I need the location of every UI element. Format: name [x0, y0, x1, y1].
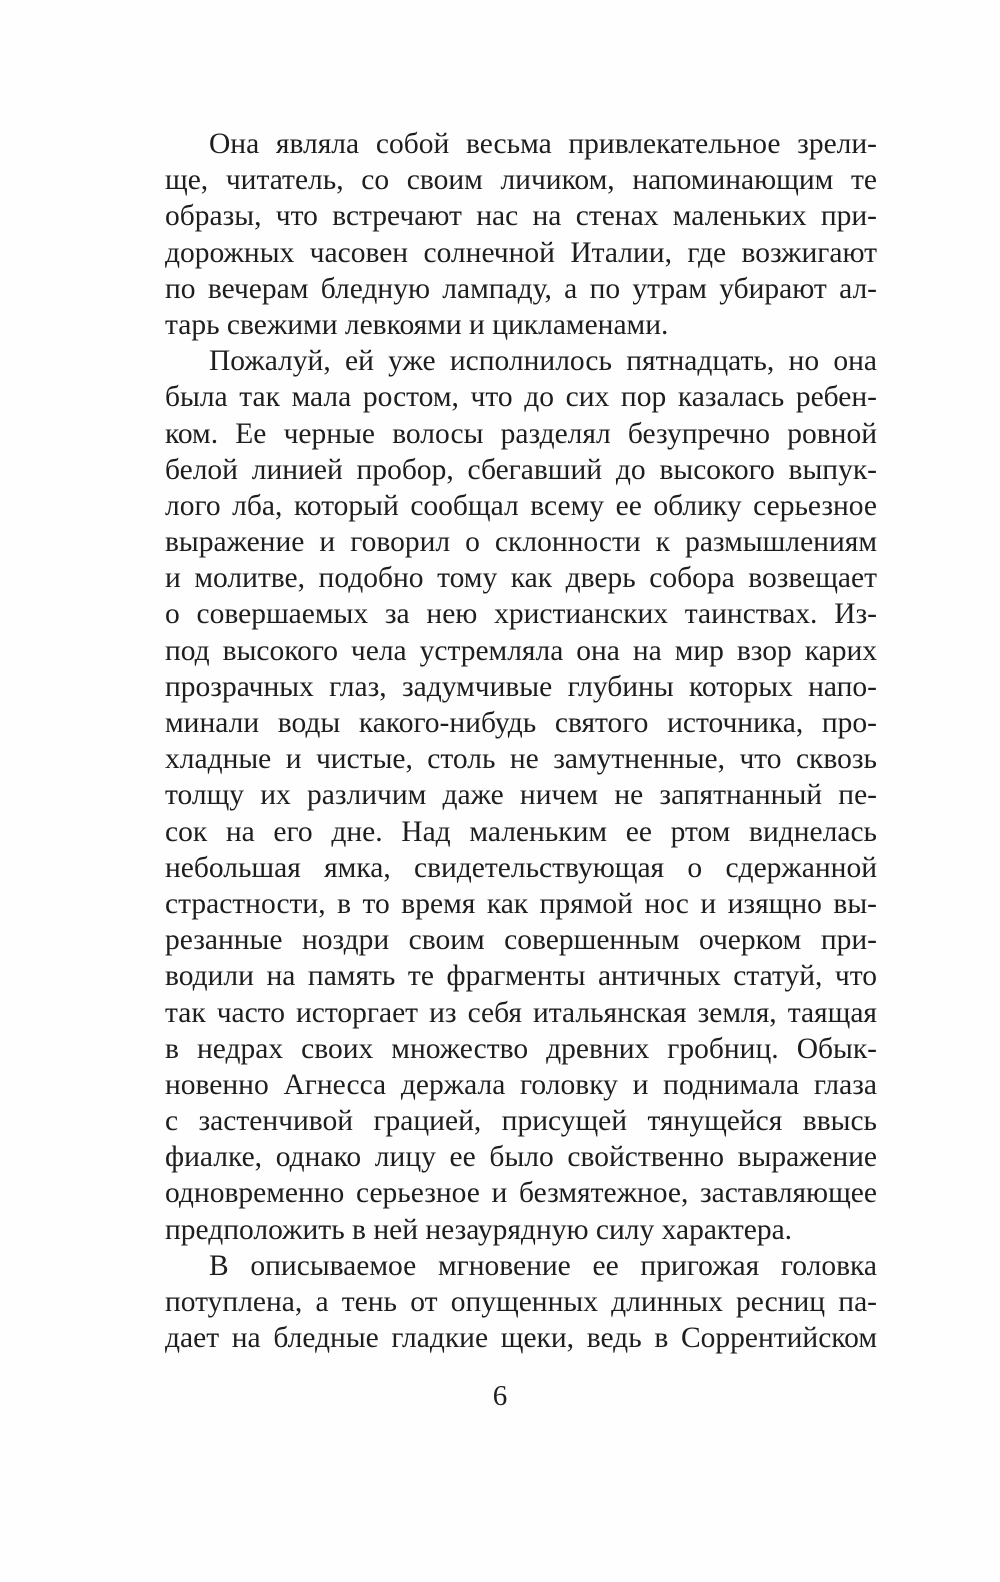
- text-line: образы, что встречают нас на стенах маленьких при-: [165, 200, 877, 233]
- paragraph-3: [165, 1248, 877, 1357]
- body-text: [165, 126, 877, 1356]
- text-line: минали воды какого-нибудь святого источника, про-: [165, 707, 877, 739]
- text-line: белой линией пробор, сбегавший до высокого выпук-: [165, 453, 877, 486]
- text-line: толщу их различим даже ничем не запятнанный пе-: [165, 779, 877, 812]
- text-line: предположить в ней незаурядную силу характера.: [165, 1213, 793, 1246]
- text-line: резанные ноздри своим совершенным очерком при-: [165, 924, 877, 957]
- text-line: в недрах своих множество древних гробниц. Обык-: [165, 1032, 877, 1065]
- text-line: Она являла собой весьма привлекательное зрели-: [209, 128, 877, 160]
- text-line: потуплена, а тень от опущенных длинных ресниц па-: [165, 1286, 877, 1318]
- text-line: хладные и чистые, столь не замутненные, что сквозь: [165, 743, 877, 776]
- text-line: и молитве, подобно тому как дверь собора возвещает: [165, 562, 877, 595]
- text-line: новенно Агнесса держала головку и поднимала глаза: [165, 1068, 877, 1101]
- text-line: дорожных часовен солнечной Италии, где возжигают: [165, 236, 877, 269]
- text-line: так часто исторгает из себя итальянская земля, таящая: [165, 996, 877, 1029]
- text-line: водили на память те фрагменты античных статуй, что: [165, 960, 877, 993]
- paragraph-1: [165, 126, 877, 343]
- text-line: ком. Ее черные волосы разделял безупречно ровной: [165, 417, 877, 450]
- text-line: под высокого чела устремляла она на мир взор карих: [165, 634, 877, 667]
- text-line: была так мала ростом, что до сих пор казалась ребен-: [165, 381, 877, 414]
- text-line: одновременно серьезное и безмятежное, заставляющее: [165, 1177, 877, 1210]
- page-number: 6: [492, 1380, 508, 1412]
- text-line: прозрачных глаз, задумчивые глубины которых напо-: [165, 670, 877, 703]
- text-line: Пожалуй, ей уже исполнилось пятнадцать, но она: [209, 345, 877, 378]
- text-line: о совершаемых за нею христианских таинствах. Из-: [165, 598, 877, 631]
- text-line: В описываемое мгновение ее пригожая головка: [209, 1249, 877, 1282]
- text-line: с застенчивой грацией, присущей тянущейся ввысь: [165, 1105, 877, 1138]
- text-line: дает на бледные гладкие щеки, ведь в Соррентийском: [165, 1322, 877, 1355]
- text-line: лого лба, который сообщал всему ее облику серьезное: [165, 489, 877, 522]
- text-line: ще, читатель, со своим личиком, напоминающим те: [165, 164, 877, 197]
- text-line: страстности, в то время как прямой нос и изящно вы-: [165, 887, 877, 920]
- text-line: фиалке, однако лицу ее было свойственно выражение: [165, 1141, 877, 1174]
- text-line: сок на его дне. Над маленьким ее ртом виднелась: [165, 815, 877, 848]
- text-line: небольшая ямка, свидетельствующая о сдержанной: [165, 851, 877, 884]
- text-line: выражение и говорил о склонности к размышлениям: [165, 526, 877, 559]
- text-line: тарь свежими левкоями и цикламенами.: [165, 308, 669, 341]
- text-line: по вечерам бледную лампаду, а по утрам убирают ал-: [165, 272, 877, 305]
- paragraph-2: [165, 343, 877, 1248]
